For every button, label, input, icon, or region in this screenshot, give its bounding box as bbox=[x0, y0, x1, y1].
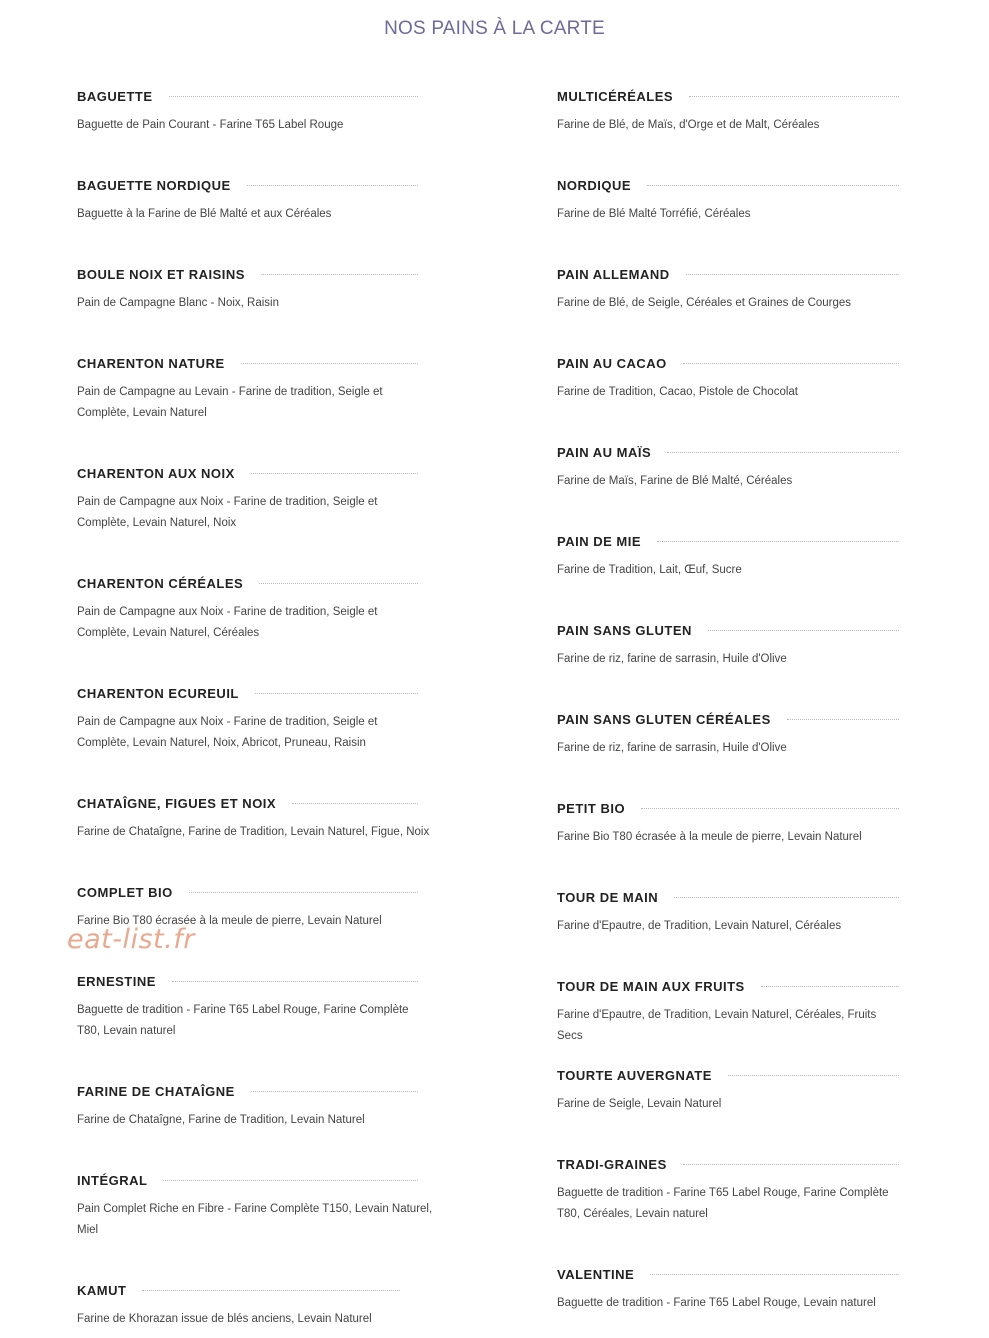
menu-item-name: FARINE DE CHATAÎGNE bbox=[77, 1083, 235, 1099]
menu-item-name: TOUR DE MAIN AUX FRUITS bbox=[557, 978, 745, 994]
menu-item-header bbox=[557, 442, 903, 462]
menu-item-name: BOULE NOIX ET RAISINS bbox=[77, 266, 245, 282]
menu-item bbox=[77, 971, 433, 1042]
menu-item-name: CHATAÎGNE, FIGUES ET NOIX bbox=[77, 795, 277, 811]
menu-item bbox=[557, 442, 903, 492]
menu-item bbox=[77, 264, 433, 314]
menu-item-name: TRADI-GRAINES bbox=[557, 1156, 667, 1172]
menu-item bbox=[557, 976, 903, 1047]
menu-item-description: Farine Bio T80 écrasée à la meule de pierre, Levain Naturel bbox=[77, 915, 382, 927]
menu-item-name: CHARENTON ECUREUIL bbox=[77, 685, 239, 701]
page-title: NOS PAINS À LA CARTE bbox=[384, 18, 605, 39]
menu-item-header bbox=[77, 793, 433, 813]
menu-item-name: BAGUETTE bbox=[77, 88, 153, 104]
dotted-divider bbox=[251, 1091, 418, 1092]
menu-item-description: Pain Complet Riche en Fibre - Farine Complète T150, Levain Naturel, Miel bbox=[77, 1203, 433, 1236]
dotted-divider bbox=[708, 630, 899, 631]
dotted-divider bbox=[163, 1180, 418, 1181]
menu-item-description: Farine de Chataîgne, Farine de Tradition, Levain Naturel bbox=[77, 1114, 365, 1126]
menu-item-description: Baguette de Pain Courant - Farine T65 Label Rouge bbox=[77, 119, 344, 131]
menu-item-description: Farine de Maïs, Farine de Blé Malté, Céréales bbox=[557, 475, 793, 487]
menu-item-name: PAIN DE MIE bbox=[557, 533, 641, 549]
menu-item-name: PAIN SANS GLUTEN bbox=[557, 622, 692, 638]
menu-item-description: Farine de Khorazan issue de blés anciens, Levain Naturel bbox=[77, 1313, 372, 1325]
dotted-divider bbox=[650, 1274, 899, 1275]
menu-item-description: Farine de riz, farine de sarrasin, Huile d'Olive bbox=[557, 742, 787, 754]
menu-item bbox=[557, 353, 903, 403]
dotted-divider bbox=[667, 452, 899, 453]
dotted-divider bbox=[261, 274, 418, 275]
menu-item bbox=[557, 175, 903, 225]
dotted-divider bbox=[728, 1075, 899, 1076]
dotted-divider bbox=[686, 274, 899, 275]
dotted-divider bbox=[189, 892, 418, 893]
menu-item-header bbox=[557, 1154, 903, 1174]
menu-item-header bbox=[557, 887, 903, 907]
dotted-divider bbox=[689, 96, 899, 97]
menu-item-header bbox=[77, 1081, 433, 1101]
menu-item-description: Pain de Campagne Blanc - Noix, Raisin bbox=[77, 297, 279, 309]
menu-item bbox=[557, 709, 903, 759]
menu-item-name: NORDIQUE bbox=[557, 177, 632, 193]
menu-item-header bbox=[77, 573, 433, 593]
menu-item-name: PAIN ALLEMAND bbox=[557, 266, 670, 282]
menu-item-name: PAIN AU MAÏS bbox=[557, 444, 652, 460]
dotted-divider bbox=[142, 1290, 400, 1291]
dotted-divider bbox=[255, 693, 418, 694]
menu-item bbox=[77, 793, 433, 843]
menu-item bbox=[77, 573, 433, 644]
dotted-divider bbox=[683, 363, 899, 364]
menu-item-name: VALENTINE bbox=[557, 1266, 635, 1282]
menu-item bbox=[557, 86, 903, 136]
dotted-divider bbox=[674, 897, 899, 898]
menu-item bbox=[77, 86, 433, 136]
menu-item-name: CHARENTON NATURE bbox=[77, 355, 225, 371]
menu-item-name: MULTICÉRÉALES bbox=[557, 88, 674, 104]
menu-item bbox=[557, 264, 903, 314]
menu-item-description: Baguette de tradition - Farine T65 Label Rouge, Levain naturel bbox=[557, 1297, 876, 1309]
menu-item-description: Farine de Blé, de Maïs, d'Orge et de Malt, Céréales bbox=[557, 119, 820, 131]
menu-item-header bbox=[557, 620, 903, 640]
menu-item bbox=[77, 175, 433, 225]
menu-item-description: Pain de Campagne aux Noix - Farine de tradition, Seigle et Complète, Levain Naturel, Céréales bbox=[77, 606, 378, 639]
menu-item-header bbox=[77, 882, 433, 902]
menu-item bbox=[77, 463, 433, 534]
dotted-divider bbox=[251, 473, 418, 474]
menu-item-header bbox=[557, 976, 903, 996]
menu-item-description: Farine de Blé Malté Torréfié, Céréales bbox=[557, 208, 751, 220]
menu-item bbox=[77, 1280, 433, 1330]
dotted-divider bbox=[172, 981, 418, 982]
menu-item-name: CHARENTON AUX NOIX bbox=[77, 465, 235, 481]
menu-item-header bbox=[77, 264, 433, 284]
menu-item-description: Baguette de tradition - Farine T65 Label Rouge, Farine Complète T80, Levain naturel bbox=[77, 1004, 409, 1037]
menu-item-description: Farine d'Epautre, de Tradition, Levain Naturel, Céréales, Fruits Secs bbox=[557, 1009, 877, 1042]
dotted-divider bbox=[247, 185, 418, 186]
menu-item-header bbox=[77, 1170, 433, 1190]
menu-item-header bbox=[557, 709, 903, 729]
menu-item-description: Farine de riz, farine de sarrasin, Huile d'Olive bbox=[557, 653, 787, 665]
menu-item-name: CHARENTON CÉRÉALES bbox=[77, 575, 244, 591]
menu-item-header bbox=[557, 353, 903, 373]
dotted-divider bbox=[761, 986, 899, 987]
dotted-divider bbox=[641, 808, 899, 809]
menu-item-name: PAIN SANS GLUTEN CÉRÉALES bbox=[557, 711, 771, 727]
menu-item-header bbox=[77, 463, 433, 483]
menu-item bbox=[77, 1081, 433, 1131]
menu-item-header bbox=[77, 175, 433, 195]
dotted-divider bbox=[683, 1164, 899, 1165]
dotted-divider bbox=[647, 185, 899, 186]
menu-item bbox=[557, 1154, 903, 1225]
menu-item-header bbox=[557, 86, 903, 106]
menu-item-header bbox=[77, 1280, 433, 1300]
dotted-divider bbox=[292, 803, 418, 804]
menu-item-name: BAGUETTE NORDIQUE bbox=[77, 177, 231, 193]
menu-item-description: Pain de Campagne aux Noix - Farine de tradition, Seigle et Complète, Levain Naturel, Noix bbox=[77, 496, 378, 529]
menu-item-header bbox=[557, 264, 903, 284]
dotted-divider bbox=[787, 719, 899, 720]
menu-item-description: Farine Bio T80 écrasée à la meule de pierre, Levain Naturel bbox=[557, 831, 862, 843]
menu-item-header bbox=[77, 353, 433, 373]
menu-item-description: Farine de Tradition, Lait, Œuf, Sucre bbox=[557, 564, 742, 576]
menu-item-name: TOURTE AUVERGNATE bbox=[557, 1067, 712, 1083]
menu-item-name: COMPLET BIO bbox=[77, 884, 173, 900]
menu-item-description: Farine de Blé, de Seigle, Céréales et Graines de Courges bbox=[557, 297, 852, 309]
menu-item bbox=[557, 1264, 903, 1314]
menu-item-description: Farine d'Epautre, de Tradition, Levain Naturel, Céréales bbox=[557, 920, 842, 932]
dotted-divider bbox=[259, 583, 418, 584]
menu-item bbox=[557, 1065, 903, 1115]
menu-item bbox=[77, 353, 433, 424]
menu-item-description: Farine de Seigle, Levain Naturel bbox=[557, 1098, 722, 1110]
menu-item bbox=[77, 683, 433, 754]
menu-item-header bbox=[557, 1264, 903, 1284]
menu-item-name: TOUR DE MAIN bbox=[557, 889, 659, 905]
menu-item-header bbox=[77, 971, 433, 991]
menu-item-header bbox=[557, 175, 903, 195]
watermark: eat-list.fr bbox=[67, 924, 195, 955]
menu-item-header bbox=[557, 1065, 903, 1085]
menu-item-description: Farine de Chataîgne, Farine de Tradition, Levain Naturel, Figue, Noix bbox=[77, 826, 430, 838]
menu-item bbox=[557, 887, 903, 937]
menu-item-description: Pain de Campagne aux Noix - Farine de tradition, Seigle et Complète, Levain Naturel, Noix, Abricot, Pruneau, Raisin bbox=[77, 716, 378, 749]
dotted-divider bbox=[241, 363, 418, 364]
menu-item-header bbox=[77, 86, 433, 106]
menu-item bbox=[557, 798, 903, 848]
menu-item-name: INTÉGRAL bbox=[77, 1172, 148, 1188]
menu-item-description: Baguette à la Farine de Blé Malté et aux Céréales bbox=[77, 208, 332, 220]
menu-item bbox=[557, 531, 903, 581]
menu-item-name: ERNESTINE bbox=[77, 973, 156, 989]
dotted-divider bbox=[657, 541, 899, 542]
menu-item-header bbox=[557, 798, 903, 818]
dotted-divider bbox=[169, 96, 419, 97]
menu-item-name: KAMUT bbox=[77, 1282, 127, 1298]
menu-item-header bbox=[77, 683, 433, 703]
menu-item-description: Baguette de tradition - Farine T65 Label Rouge, Farine Complète T80, Céréales, Levain naturel bbox=[557, 1187, 889, 1220]
menu-item-header bbox=[557, 531, 903, 551]
menu-item bbox=[77, 1170, 433, 1241]
menu-item bbox=[557, 620, 903, 670]
menu-item-description: Pain de Campagne au Levain - Farine de tradition, Seigle et Complète, Levain Naturel bbox=[77, 386, 383, 419]
menu-item-name: PAIN AU CACAO bbox=[557, 355, 667, 371]
menu-item-description: Farine de Tradition, Cacao, Pistole de Chocolat bbox=[557, 386, 798, 398]
menu-item-name: PETIT BIO bbox=[557, 800, 626, 816]
